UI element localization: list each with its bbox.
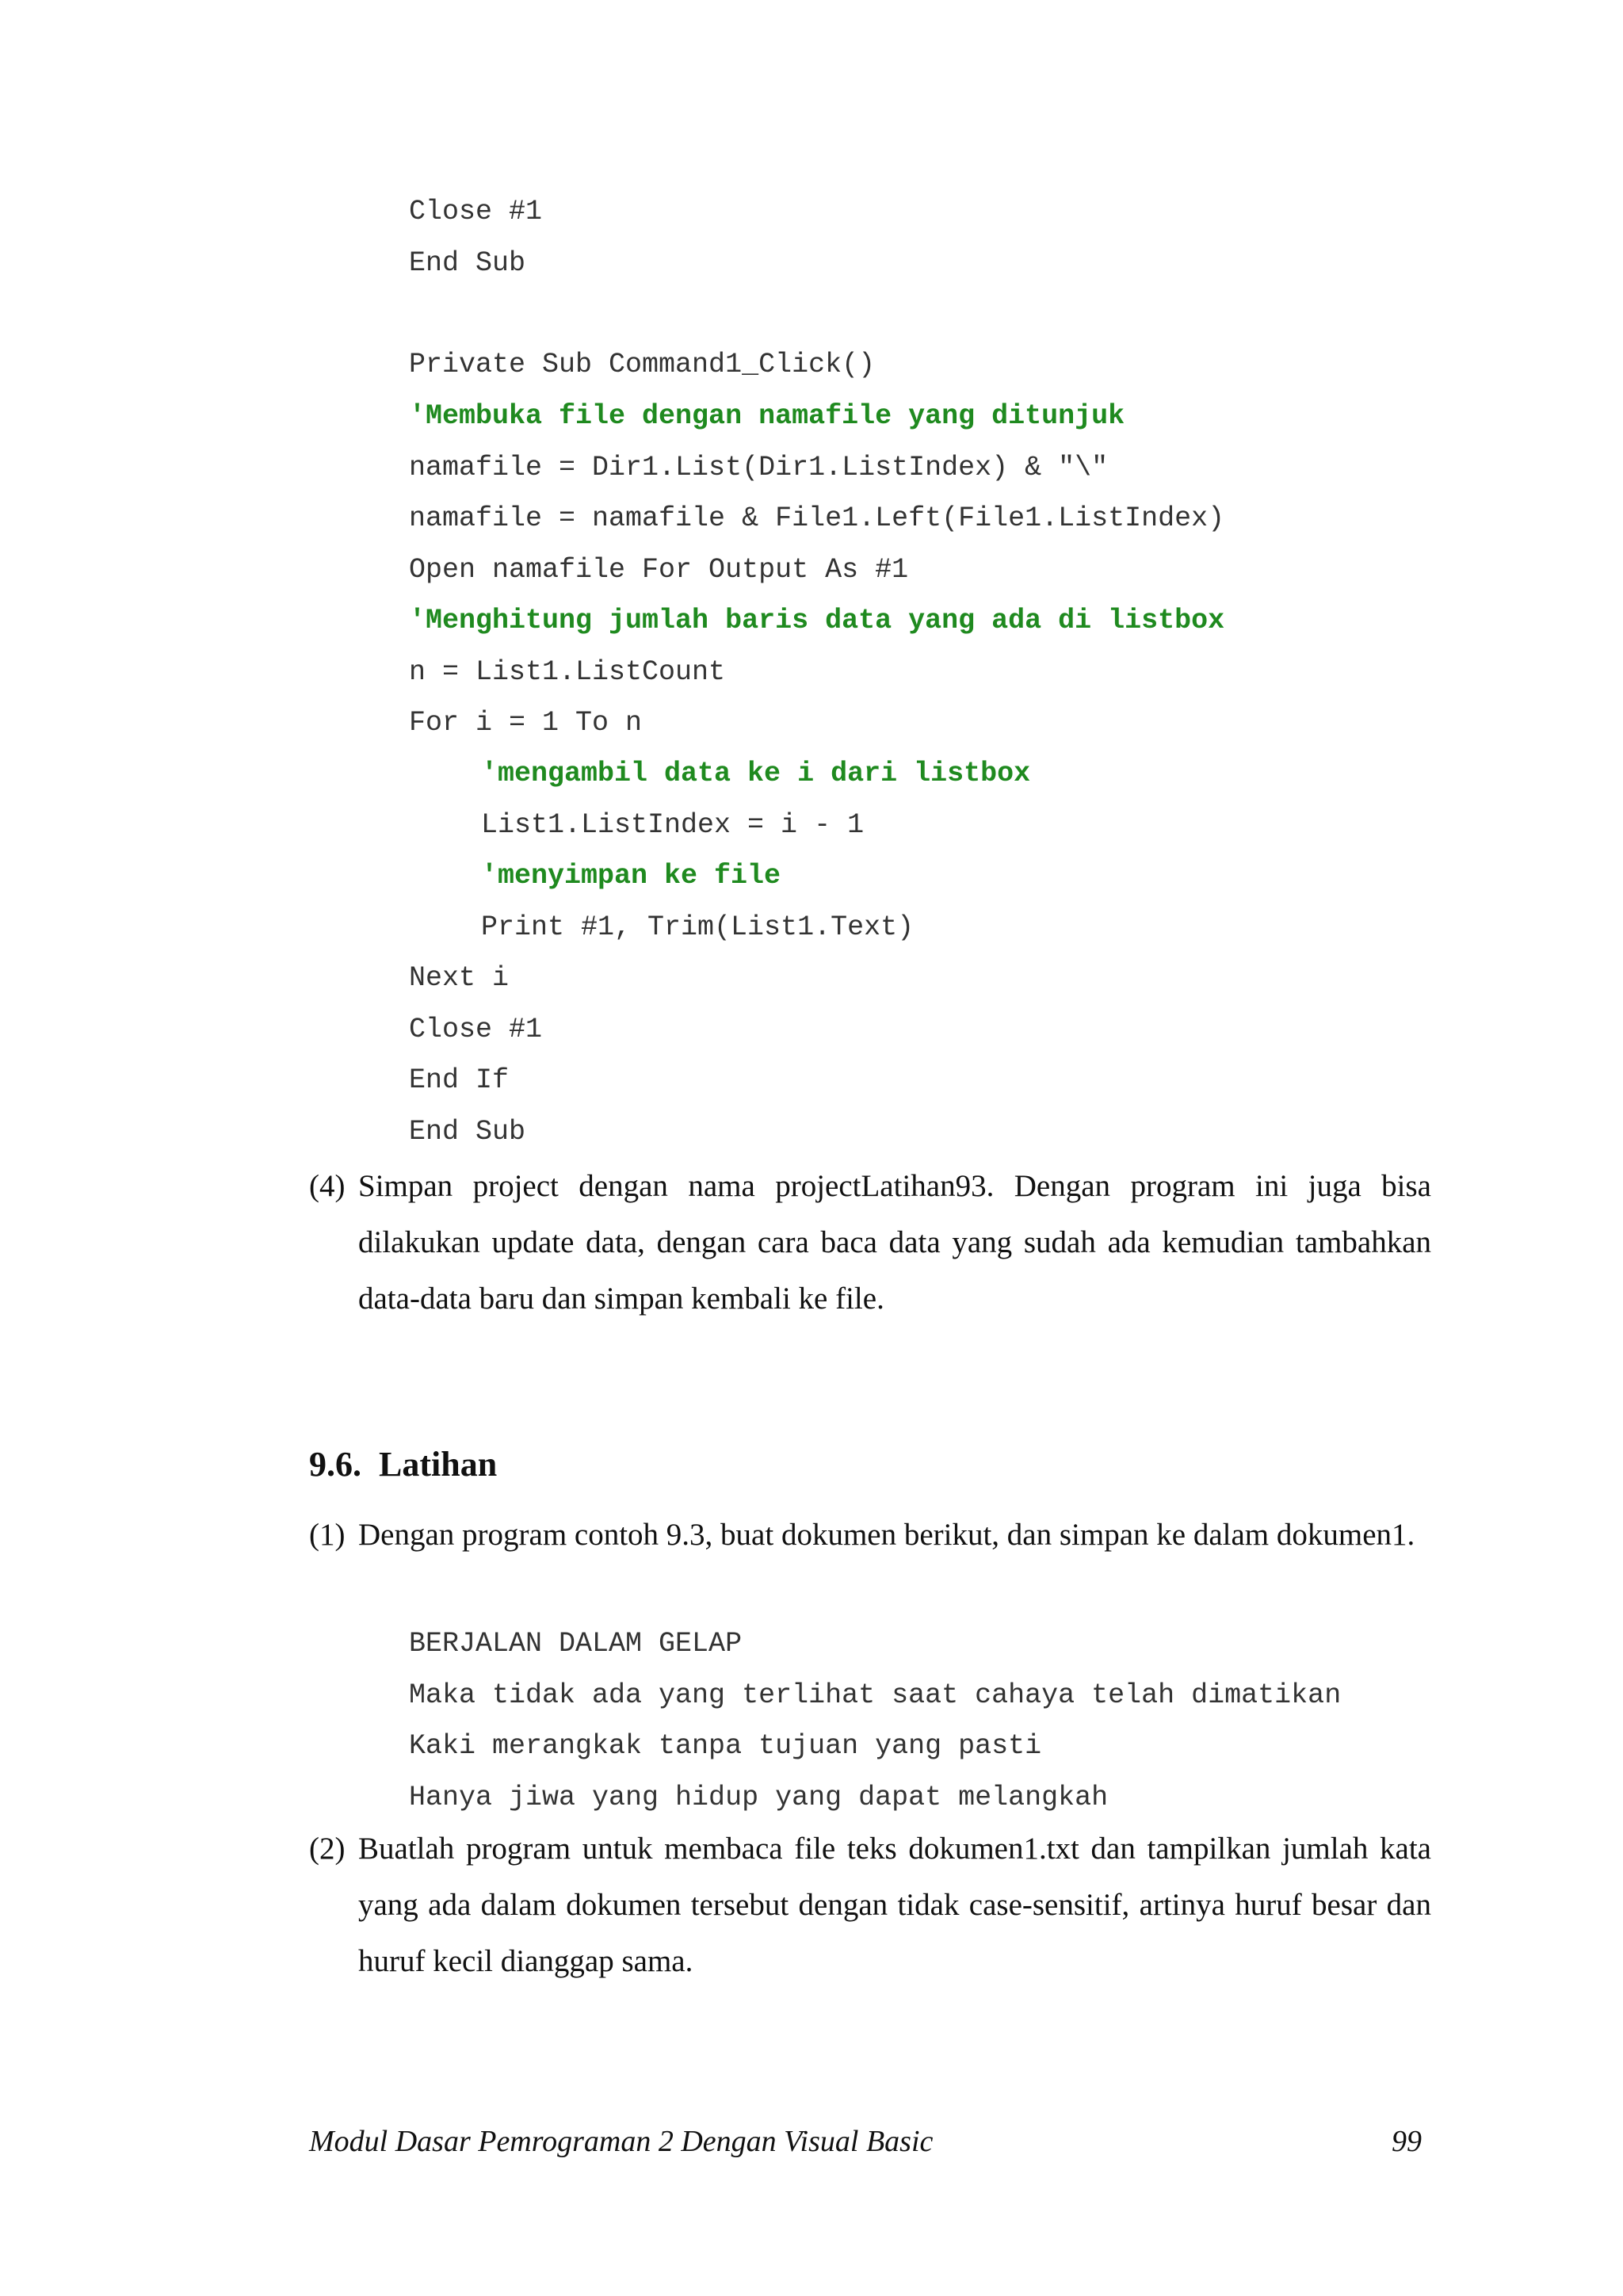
code-line: End Sub [409, 247, 526, 279]
code-line: namafile = Dir1.List(Dir1.ListIndex) & "\" [409, 452, 1109, 483]
list-number: (1) [309, 1518, 346, 1552]
code-line: Private Sub Command1_Click() [409, 349, 876, 380]
code-line: Open namafile For Output As #1 [409, 554, 909, 586]
code-line: List1.ListIndex = i - 1 [481, 809, 865, 841]
code-comment: 'menyimpan ke file [481, 860, 781, 892]
code-line: Close #1 [409, 196, 543, 227]
code-line: n = List1.ListCount [409, 656, 726, 688]
code-line: Next i [409, 962, 510, 994]
code-comment: 'Menghitung jumlah baris data yang ada di listbox [409, 605, 1225, 636]
code-line: End If [409, 1064, 510, 1096]
paragraph-text: Simpan project dengan nama projectLatihan93. Dengan program ini juga bisa dilakukan update data, dengan cara baca data yang sudah ada kemudian tambahkan data-data baru dan simpan kembali ke file. [358, 1169, 1431, 1316]
poem-line: BERJALAN DALAM GELAP [409, 1628, 743, 1660]
code-comment: 'mengambil data ke i dari listbox [481, 758, 1031, 789]
list-number: (2) [309, 1832, 346, 1866]
paragraph-text: Buatlah program untuk membaca file teks dokumen1.txt dan tampilkan jumlah kata yang ada dalam dokumen tersebut dengan tidak case-sensitif, artinya huruf besar dan huruf kecil dianggap sama. [358, 1832, 1431, 1978]
code-comment: 'Membuka file dengan namafile yang ditunjuk [409, 400, 1125, 432]
code-line: For i = 1 To n [409, 707, 643, 739]
paragraph-text: Dengan program contoh 9.3, buat dokumen berikut, dan simpan ke dalam dokumen1. [358, 1518, 1415, 1552]
exercise-1-paragraph [309, 1507, 1431, 1563]
code-line: Print #1, Trim(List1.Text) [481, 911, 915, 943]
code-line: namafile = namafile & File1.Left(File1.ListIndex) [409, 502, 1225, 534]
page-number: 99 [1392, 2125, 1422, 2158]
poem-line: Hanya jiwa yang hidup yang dapat melangkah [409, 1782, 1109, 1813]
list-number: (4) [309, 1169, 346, 1203]
code-line: End Sub [409, 1116, 526, 1148]
exercise-2-paragraph [309, 1820, 1431, 1989]
poem-line: Kaki merangkak tanpa tujuan yang pasti [409, 1730, 1042, 1762]
footer-title: Modul Dasar Pemrograman 2 Dengan Visual Basic [309, 2125, 934, 2158]
step-4-paragraph [309, 1158, 1431, 1327]
section-title: 9.6. Latihan [309, 1445, 498, 1484]
poem-line: Maka tidak ada yang terlihat saat cahaya telah dimatikan [409, 1679, 1342, 1711]
code-line: Close #1 [409, 1014, 543, 1045]
